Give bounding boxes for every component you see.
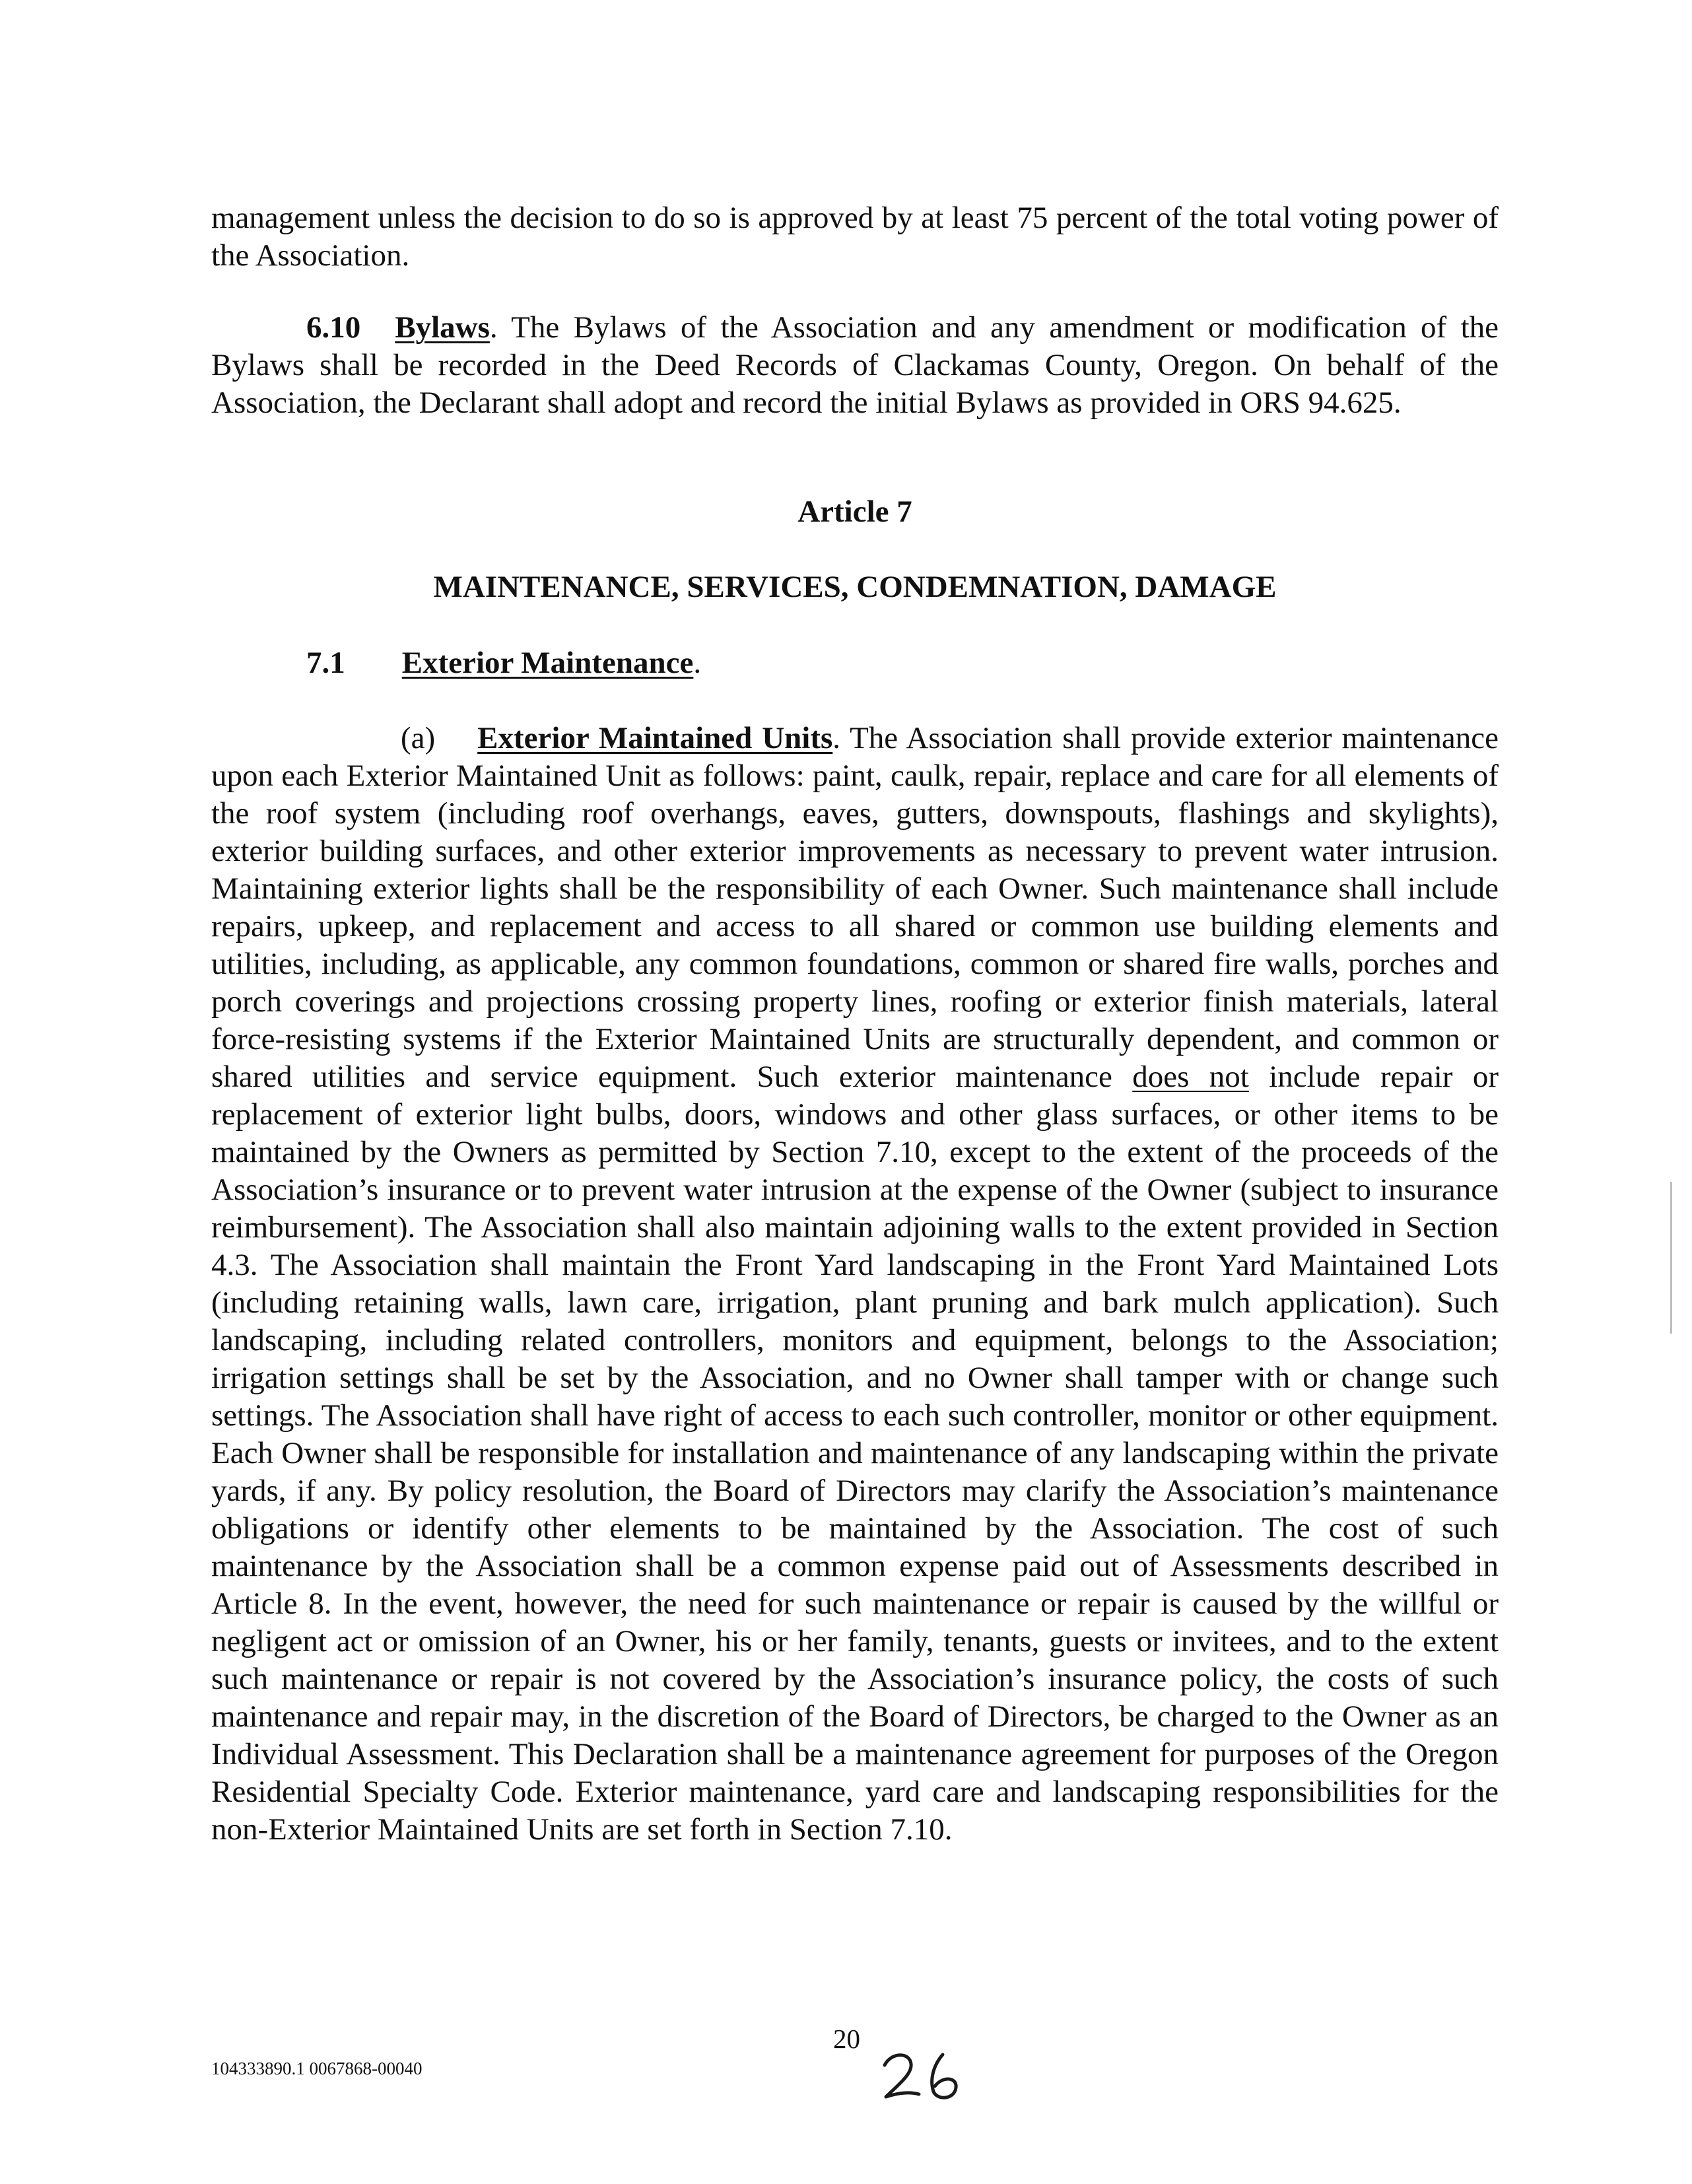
document-id: 104333890.1 0067868-00040	[211, 2059, 423, 2078]
article-label: Article 7	[797, 495, 912, 529]
section-7-1-heading	[211, 644, 1499, 682]
continuation-text: management unless the decision to do so is approved by at least 75 percent of the total voting power of the Association.	[211, 201, 1499, 273]
section-7-1-title: Exterior Maintenance	[401, 646, 694, 680]
article-title: MAINTENANCE, SERVICES, CONDEMNATION, DAMAGE	[433, 570, 1277, 604]
subsection-a-text-1: . The Association shall provide exterior maintenance upon each Exterior Maintained Unit as follows: paint, caulk, repair, replace and care for all elements of the roof system (including roof overhangs, eaves, gutters, downspouts, flashings and skylights), exterior building surfaces, and other exterior improvements as necessary to prevent water intrusion. Maintaining exterior lights shall be the responsibility of each Owner. Such maintenance shall include repairs, upkeep, and replacement and access to all shared or common use building elements and utilities, including, as applicable, any common foundations, common or shared fire walls, porches and porch coverings and projections crossing property lines, roofing or exterior finish materials, lateral force-resisting systems if the Exterior Maintained Units are structurally dependent, and common or shared utilities and service equipment. Such exterior maintenance	[211, 721, 1499, 1094]
section-6-10-number: 6.10	[306, 310, 361, 345]
subsection-a-emphasis: does not	[1132, 1060, 1249, 1094]
section-7-1-title-suffix: .	[693, 646, 702, 680]
page-number: 20	[833, 2024, 860, 2054]
continuation-paragraph	[211, 199, 1499, 275]
subsection-a-text-2: include repair or replacement of exterior light bulbs, doors, windows and other glass surfaces, or other items to be maintained by the Owners as permitted by Section 7.10, except to the extent of the proceeds of the Association’s insurance or to prevent water intrusion at the expense of the Owner (subject to insurance reimbursement). The Association shall also maintain adjoining walls to the extent provided in Section 4.3. The Association shall maintain the Front Yard landscaping in the Front Yard Maintained Lots (including retaining walls, lawn care, irrigation, plant pruning and bark mulch application). Such landscaping, including related controllers, monitors and equipment, belongs to the Association; irrigation settings shall be set by the Association, and no Owner shall tamper with or change such settings. The Association shall have right of access to each such controller, monitor or other equipment. Each Owner shall be responsible for installation and maintenance of any landscaping within the private yards, if any. By policy resolution, the Board of Directors may clarify the Association’s maintenance obligations or identify other elements to be maintained by the Association. The cost of such maintenance by the Association shall be a common expense paid out of Assessments described in Article 8. In the event, however, the need for such maintenance or repair is caused by the willful or negligent act or omission of an Owner, his or her family, tenants, guests or invitees, and to the extent such maintenance or repair is not covered by the Association’s insurance policy, the costs of such maintenance and repair may, in the discretion of the Board of Directors, be charged to the Owner as an Individual Assessment. This Declaration shall be a maintenance agreement for purposes of the Oregon Residential Specialty Code. Exterior maintenance, yard care and landscaping responsibilities for the non-Exterior Maintained Units are set forth in Section 7.10.	[211, 1060, 1499, 1847]
section-6-10-title: Bylaws	[395, 310, 490, 345]
subsection-a-title: Exterior Maintained Units	[477, 721, 833, 755]
subsection-a-paragraph	[211, 720, 1499, 1849]
section-6-10-paragraph	[211, 309, 1499, 422]
scan-artifact-line	[1670, 1182, 1672, 1334]
section-6-10-text: . The Bylaws of the Association and any amendment or modification of the Bylaws shall be recorded in the Deed Records of Clackamas County, Oregon. On behalf of the Association, the Declarant shall adopt and record the initial Bylaws as provided in ORS 94.625.	[211, 310, 1499, 420]
handwritten-page-number	[878, 2045, 977, 2105]
subsection-a-label: (a)	[401, 721, 436, 755]
section-7-1-number: 7.1	[306, 646, 345, 680]
